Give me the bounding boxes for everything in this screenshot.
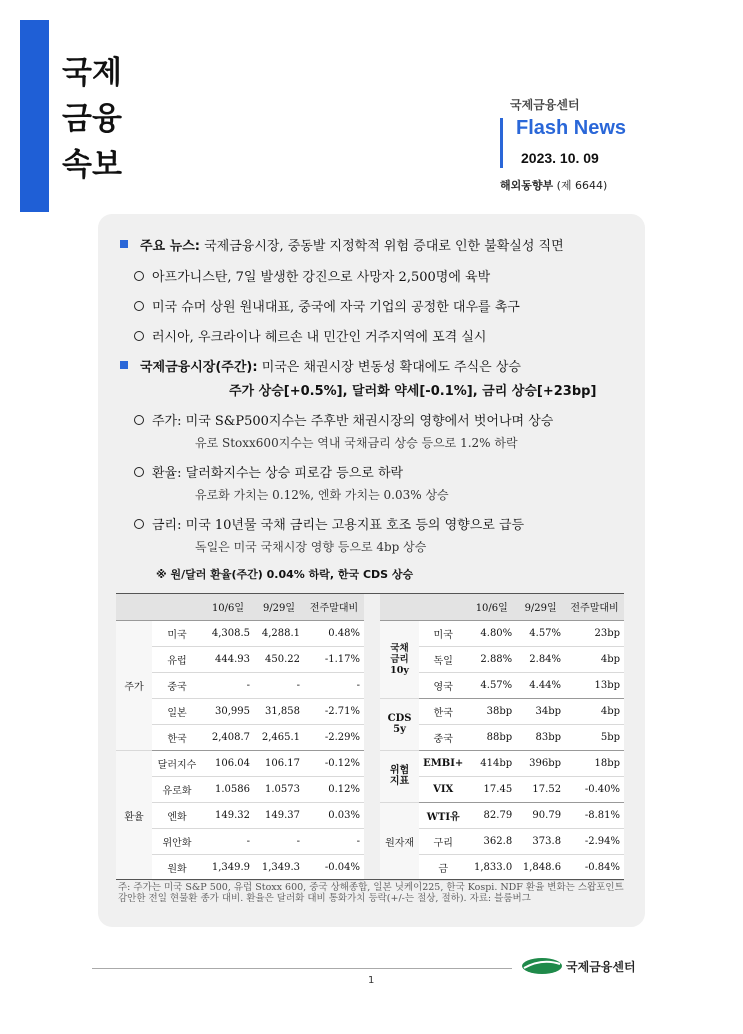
logo-text: 국제금융센터 — [566, 960, 636, 974]
table-cell: 1,833.0 — [467, 854, 516, 880]
item-text: 달러화지수는 상승 피로감 등으로 하락 — [185, 466, 404, 481]
table-cell: 17.45 — [467, 776, 516, 802]
krw-note: ※ 원/달러 환율(주간) 0.04% 하락, 한국 CDS 상승 — [156, 568, 414, 581]
category-cell: 환율 — [116, 750, 152, 880]
table-cell: -0.04% — [304, 854, 364, 880]
table-cell: 1,349.9 — [202, 854, 254, 880]
table-row-label: 미국 — [152, 620, 202, 646]
table-cell: 23bp — [565, 620, 624, 646]
table-cell: 4.57% — [516, 620, 565, 646]
corner-cell — [380, 594, 419, 620]
col-header: 10/6일 — [467, 594, 516, 620]
table-cell: -0.12% — [304, 750, 364, 776]
table-cell: 0.03% — [304, 802, 364, 828]
main-news-item — [134, 266, 490, 285]
table-cell: 18bp — [565, 750, 624, 776]
table-row-label: 위안화 — [152, 828, 202, 854]
table-row-label: 중국 — [419, 724, 467, 750]
table-cell: - — [304, 672, 364, 698]
circle-bullet-icon — [134, 415, 144, 425]
category-cell: CDS 5y — [380, 698, 419, 750]
corner-cell — [116, 594, 152, 620]
table-cell: 414bp — [467, 750, 516, 776]
table-row-label: 영국 — [419, 672, 467, 698]
table-cell: -0.84% — [565, 854, 624, 880]
table-cell: -2.71% — [304, 698, 364, 724]
table-cell: 83bp — [516, 724, 565, 750]
doc-title — [62, 50, 122, 188]
market-summary: 주가 상승[+0.5%], 달러화 약세[-0.1%], 금리 상승[+23bp] — [229, 384, 597, 399]
table-cell: 82.79 — [467, 802, 516, 828]
corner-cell — [419, 594, 467, 620]
market-label: 국제금융시장(주간): — [140, 360, 258, 375]
table-cell: 2,408.7 — [202, 724, 254, 750]
table-row-label: VIX — [419, 776, 467, 802]
table-cell: 2.88% — [467, 646, 516, 672]
table-row-label: 독일 — [419, 646, 467, 672]
table-row-label: EMBI+ — [419, 750, 467, 776]
square-bullet-icon — [120, 240, 128, 248]
table-cell: 17.52 — [516, 776, 565, 802]
table-cell: 4.57% — [467, 672, 516, 698]
table-cell: 0.48% — [304, 620, 364, 646]
main-news-heading — [120, 235, 564, 254]
table-cell: 106.04 — [202, 750, 254, 776]
table-row-label: 유럽 — [152, 646, 202, 672]
market-item-sub: 유로화 가치는 0.12%, 엔화 가치는 0.03% 상승 — [195, 488, 449, 502]
issue-date: 2023. 10. 09 — [521, 150, 599, 166]
table-cell: -8.81% — [565, 802, 624, 828]
table-row-label: 일본 — [152, 698, 202, 724]
table-row-label: 중국 — [152, 672, 202, 698]
item-text: 미국 10년물 국채 금리는 고용지표 호조 등의 영향으로 급등 — [185, 518, 525, 533]
table-cell: -0.40% — [565, 776, 624, 802]
table-cell: - — [202, 672, 254, 698]
table-cell: 1,848.6 — [516, 854, 565, 880]
center-name: 국제금융센터 — [510, 98, 580, 112]
table-cell: 4bp — [565, 646, 624, 672]
table-cell: 2,465.1 — [254, 724, 304, 750]
category-cell: 국채 금리 10y — [380, 620, 419, 698]
table-cell: 106.17 — [254, 750, 304, 776]
main-news-item — [134, 296, 520, 315]
table-cell: 1.0573 — [254, 776, 304, 802]
table-cell: 38bp — [467, 698, 516, 724]
table-cell: 2.84% — [516, 646, 565, 672]
table-row-label: 한국 — [419, 698, 467, 724]
department — [500, 177, 607, 193]
table-cell: 4.80% — [467, 620, 516, 646]
table-row-label: 유로화 — [152, 776, 202, 802]
main-news-item-text: 미국 슈머 상원 원내대표, 중국에 자국 기업의 공정한 대우를 촉구 — [152, 300, 520, 315]
issue-number: (제 6644) — [556, 179, 608, 192]
market-text: 미국은 채권시장 변동성 확대에도 주식은 상승 — [261, 360, 521, 375]
table-cell: 13bp — [565, 672, 624, 698]
footer-rule — [92, 968, 512, 969]
table-cell: 88bp — [467, 724, 516, 750]
item-label: 주가: — [152, 414, 182, 429]
table-row-label: 한국 — [152, 724, 202, 750]
table-cell: 31,858 — [254, 698, 304, 724]
square-bullet-icon — [120, 361, 128, 369]
table-row-label: 엔화 — [152, 802, 202, 828]
table-row-label: 미국 — [419, 620, 467, 646]
market-item-sub: 유로 Stoxx600지수는 역내 국채금리 상승 등으로 1.2% 하락 — [195, 436, 518, 450]
col-header: 전주말대비 — [565, 594, 624, 620]
page-number: 1 — [368, 975, 375, 986]
title-line-3: 속보 — [62, 147, 122, 183]
dept-name: 해외동향부 — [500, 179, 554, 192]
table-cell: - — [254, 828, 304, 854]
kcif-logo-icon — [520, 956, 564, 976]
item-text: 미국 S&P500지수는 주후반 채권시장의 영향에서 벗어나며 상승 — [185, 414, 554, 429]
table-cell: 396bp — [516, 750, 565, 776]
table-cell: -2.94% — [565, 828, 624, 854]
table-cell: - — [304, 828, 364, 854]
circle-bullet-icon — [134, 519, 144, 529]
circle-bullet-icon — [134, 467, 144, 477]
circle-bullet-icon — [134, 301, 144, 311]
item-label: 금리: — [152, 518, 182, 533]
table-bottom-rule — [116, 879, 624, 880]
table-cell: 5bp — [565, 724, 624, 750]
flash-news-label: Flash News — [516, 117, 627, 139]
col-header: 9/29일 — [254, 594, 304, 620]
header-divider — [500, 118, 503, 168]
category-cell: 위험 지표 — [380, 750, 419, 802]
table-cell: -1.17% — [304, 646, 364, 672]
table-cell: -2.29% — [304, 724, 364, 750]
title-line-1: 국제 — [62, 55, 122, 91]
table-footnote: 주: 주가는 미국 S&P 500, 유럽 Stoxx 600, 중국 상해종합, 일본 닛케이225, 한국 Kospi. NDF 환율 변화는 스왑포인트 감안한 전일 현물환 종가 대비. 환율은 달러화 대비 통화가치 등락(+/-는 절상, 절하). 자료: 블룸버그 — [118, 882, 624, 904]
main-news-text: 국제금융시장, 중동발 지정학적 위험 증대로 인한 불확실성 직면 — [204, 239, 564, 254]
circle-bullet-icon — [134, 271, 144, 281]
category-cell: 원자재 — [380, 802, 419, 880]
title-accent-bar — [20, 20, 49, 212]
market-item-stocks — [134, 410, 553, 429]
table-cell: 444.93 — [202, 646, 254, 672]
table-cell: 34bp — [516, 698, 565, 724]
market-item-fx — [134, 462, 403, 481]
table-cell: 362.8 — [467, 828, 516, 854]
market-item-rates — [134, 514, 524, 533]
col-header: 전주말대비 — [304, 594, 364, 620]
table-row-label: 달러지수 — [152, 750, 202, 776]
table-cell: 149.37 — [254, 802, 304, 828]
table-cell: 149.32 — [202, 802, 254, 828]
main-news-item — [134, 326, 486, 345]
table-cell: 90.79 — [516, 802, 565, 828]
table-cell: - — [202, 828, 254, 854]
table-row-label: 구리 — [419, 828, 467, 854]
corner-cell — [152, 594, 202, 620]
market-table-right — [380, 594, 624, 881]
table-cell: 1,349.3 — [254, 854, 304, 880]
circle-bullet-icon — [134, 331, 144, 341]
title-line-2: 금융 — [62, 101, 122, 137]
table-cell: 1.0586 — [202, 776, 254, 802]
market-heading — [120, 356, 521, 375]
item-label: 환율: — [152, 466, 182, 481]
table-cell: 373.8 — [516, 828, 565, 854]
table-cell: 0.12% — [304, 776, 364, 802]
table-row-label: 금 — [419, 854, 467, 880]
table-cell: 4bp — [565, 698, 624, 724]
category-cell: 주가 — [116, 620, 152, 750]
table-cell: 4.44% — [516, 672, 565, 698]
col-header: 9/29일 — [516, 594, 565, 620]
footer-logo — [520, 956, 636, 980]
market-table-left — [116, 594, 364, 881]
table-cell: - — [254, 672, 304, 698]
table-row-label: 원화 — [152, 854, 202, 880]
main-news-item-text: 아프가니스탄, 7일 발생한 강진으로 사망자 2,500명에 육박 — [152, 270, 491, 285]
table-cell: 4,288.1 — [254, 620, 304, 646]
main-news-label: 주요 뉴스: — [140, 239, 200, 254]
main-news-item-text: 러시아, 우크라이나 헤르손 내 민간인 거주지역에 포격 실시 — [152, 330, 487, 345]
market-item-sub: 독일은 미국 국채시장 영향 등으로 4bp 상승 — [195, 540, 427, 554]
table-cell: 4,308.5 — [202, 620, 254, 646]
table-row-label: WTI유 — [419, 802, 467, 828]
table-cell: 450.22 — [254, 646, 304, 672]
col-header: 10/6일 — [202, 594, 254, 620]
table-cell: 30,995 — [202, 698, 254, 724]
